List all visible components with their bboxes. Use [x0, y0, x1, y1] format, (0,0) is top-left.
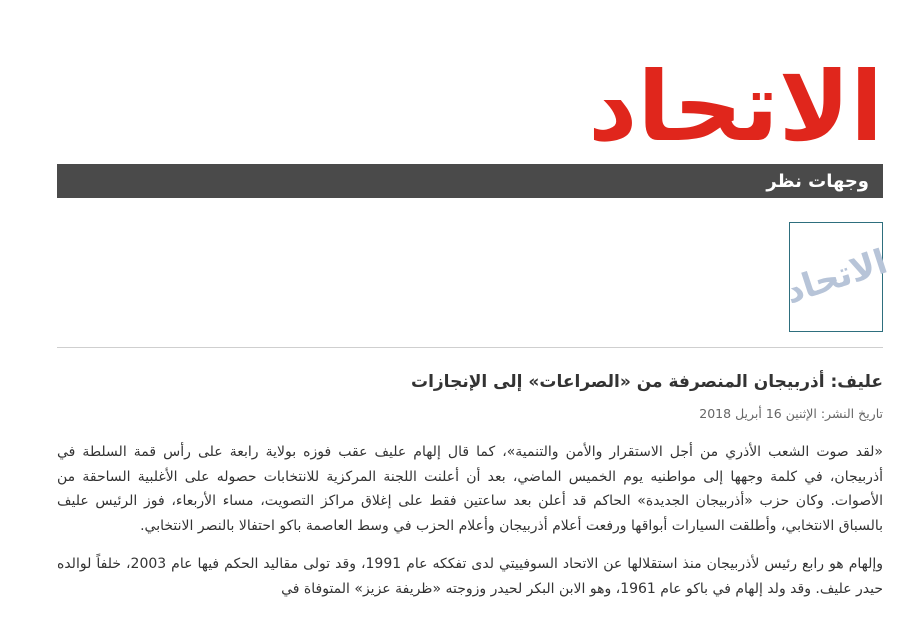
article-paragraph: «لقد صوت الشعب الأذري من أجل الاستقرار والأمن والتنمية»، كما قال إلهام عليف عقب فوزه بولاية رابعة على رأس قمة السلطة في أذربيجان، في كلمة وجهها إلى مواطنيه يوم الخميس الماضي، بعد أن أعلنت اللجنة المركزية للانتخابات حصوله على الأغلبية الساحقة من الأصوات. وكان حزب «أذربيجان الجديدة» الحاكم قد أعلن بعد ساعتين فقط على إغلاق مراكز التصويت، مساء الأربعاء، فوز الرئيس عليف بالسباق الانتخابي، وأطلقت السيارات أبواقها ورفعت أعلام أذربيجان وأعلام الحزب في وسط العاصمة باكو احتفالا بالنصر الانتخابي.	[57, 444, 883, 534]
article-thumbnail	[780, 222, 892, 332]
article-title: عليف: أذربيجان المنصرفة من «الصراعات» إلى الإنجازات	[410, 372, 883, 392]
section-header-bar	[57, 164, 883, 198]
section-title[interactable]: وجهات نظر	[766, 170, 869, 192]
article-body	[57, 440, 883, 615]
divider	[57, 347, 883, 348]
article-paragraph: وإلهام هو رابع رئيس لأذربيجان منذ استقلالها عن الاتحاد السوفييتي لدى تفككه عام 1991، وقد تولى مقاليد الحكم فيها عام 2003، خلفاً لوالده حيدر عليف. وقد ولد إلهام في باكو عام 1961، وهو الابن البكر لحيدر وزوجته «ظريفة عزيز» المتوفاة في	[57, 556, 884, 597]
site-logo[interactable]	[583, 30, 883, 163]
publish-date: تاريخ النشر: الإثنين 16 أبريل 2018	[699, 406, 883, 421]
thumbnail-logo-text: الاتحاد	[780, 241, 892, 313]
site-logo-text: الاتحاد	[588, 51, 883, 163]
